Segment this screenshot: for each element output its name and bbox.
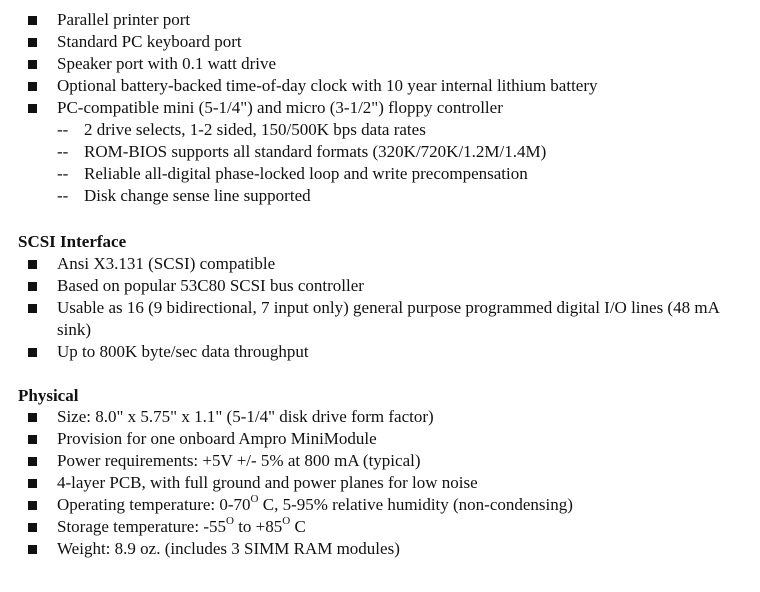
square-bullet-icon — [28, 282, 37, 291]
list-item-text: Usable as 16 (9 bidirectional, 7 input only) general purpose programmed digital I/O lines (48 mA sink) — [57, 298, 719, 339]
sub-list-item — [0, 185, 598, 207]
square-bullet-icon — [28, 104, 37, 113]
sub-list-item-text: 2 drive selects, 1-2 sided, 150/500K bps data rates — [84, 120, 426, 139]
storage-temp-text-middle: to +85 — [233, 517, 283, 536]
section-heading-scsi: SCSI Interface — [18, 232, 127, 251]
features-list — [0, 9, 598, 207]
dash-marker: -- — [57, 164, 69, 183]
list-item-text: Up to 800K byte/sec data throughput — [57, 342, 309, 361]
list-item — [0, 472, 573, 494]
dash-marker: -- — [57, 186, 69, 205]
square-bullet-icon — [28, 304, 37, 313]
square-bullet-icon — [28, 260, 37, 269]
square-bullet-icon — [28, 457, 37, 466]
list-item-text: Standard PC keyboard port — [57, 32, 242, 51]
degree-superscript: O — [282, 515, 291, 528]
list-item — [0, 9, 598, 31]
list-item-text: Optional battery-backed time-of-day clock with 10 year internal lithium battery — [57, 76, 598, 95]
list-item — [0, 31, 598, 53]
operating-temp-text-tail: C, 5-95% relative humidity (non-condensing) — [258, 495, 573, 514]
list-item — [0, 75, 598, 97]
list-item-text: Weight: 8.9 oz. (includes 3 SIMM RAM modules) — [57, 539, 400, 558]
square-bullet-icon — [28, 16, 37, 25]
degree-superscript: O — [250, 493, 259, 506]
list-item-text: Size: 8.0" x 5.75" x 1.1" (5-1/4" disk drive form factor) — [57, 407, 434, 426]
square-bullet-icon — [28, 523, 37, 532]
scsi-list — [0, 253, 752, 363]
sub-list-item — [0, 119, 598, 141]
list-item-text: Provision for one onboard Ampro MiniModule — [57, 429, 377, 448]
physical-list — [0, 406, 573, 560]
list-item — [0, 275, 752, 297]
list-item — [0, 406, 573, 428]
list-item-text: Parallel printer port — [57, 10, 191, 29]
storage-temp-text-tail: C — [290, 517, 306, 536]
square-bullet-icon — [28, 479, 37, 488]
list-item-text: Power requirements: +5V +/- 5% at 800 mA (typical) — [57, 451, 421, 470]
list-item — [0, 53, 598, 75]
list-item — [0, 341, 752, 363]
storage-temp-text: Storage temperature: -55 — [57, 517, 226, 536]
list-item-text: 4-layer PCB, with full ground and power planes for low noise — [57, 473, 478, 492]
list-item — [0, 538, 573, 560]
list-item — [0, 297, 752, 341]
list-item-operating-temperature — [0, 494, 573, 516]
list-item-text: Speaker port with 0.1 watt drive — [57, 54, 277, 73]
list-item-storage-temperature — [0, 516, 573, 538]
square-bullet-icon — [28, 545, 37, 554]
square-bullet-icon — [28, 82, 37, 91]
list-item-text: Based on popular 53C80 SCSI bus controller — [57, 276, 364, 295]
square-bullet-icon — [28, 435, 37, 444]
section-heading-physical: Physical — [18, 386, 79, 405]
list-item-text: Ansi X3.131 (SCSI) compatible — [57, 254, 276, 273]
dash-marker: -- — [57, 120, 69, 139]
dash-marker: -- — [57, 142, 69, 161]
sub-list-item — [0, 163, 598, 185]
sub-list-item — [0, 141, 598, 163]
sub-list-item-text: Reliable all-digital phase-locked loop and write precompensation — [84, 164, 528, 183]
list-item — [0, 253, 752, 275]
list-item-text: PC-compatible mini (5-1/4") and micro (3-1/2") floppy controller — [57, 98, 503, 117]
operating-temp-text: Operating temperature: 0-70 — [57, 495, 251, 514]
list-item — [0, 428, 573, 450]
sub-list-item-text: Disk change sense line supported — [84, 186, 311, 205]
square-bullet-icon — [28, 38, 37, 47]
square-bullet-icon — [28, 501, 37, 510]
square-bullet-icon — [28, 60, 37, 69]
list-item — [0, 97, 598, 119]
sub-list-item-text: ROM-BIOS supports all standard formats (320K/720K/1.2M/1.4M) — [84, 142, 547, 161]
degree-superscript: O — [226, 515, 234, 528]
square-bullet-icon — [28, 413, 37, 422]
square-bullet-icon — [28, 348, 37, 357]
list-item — [0, 450, 573, 472]
